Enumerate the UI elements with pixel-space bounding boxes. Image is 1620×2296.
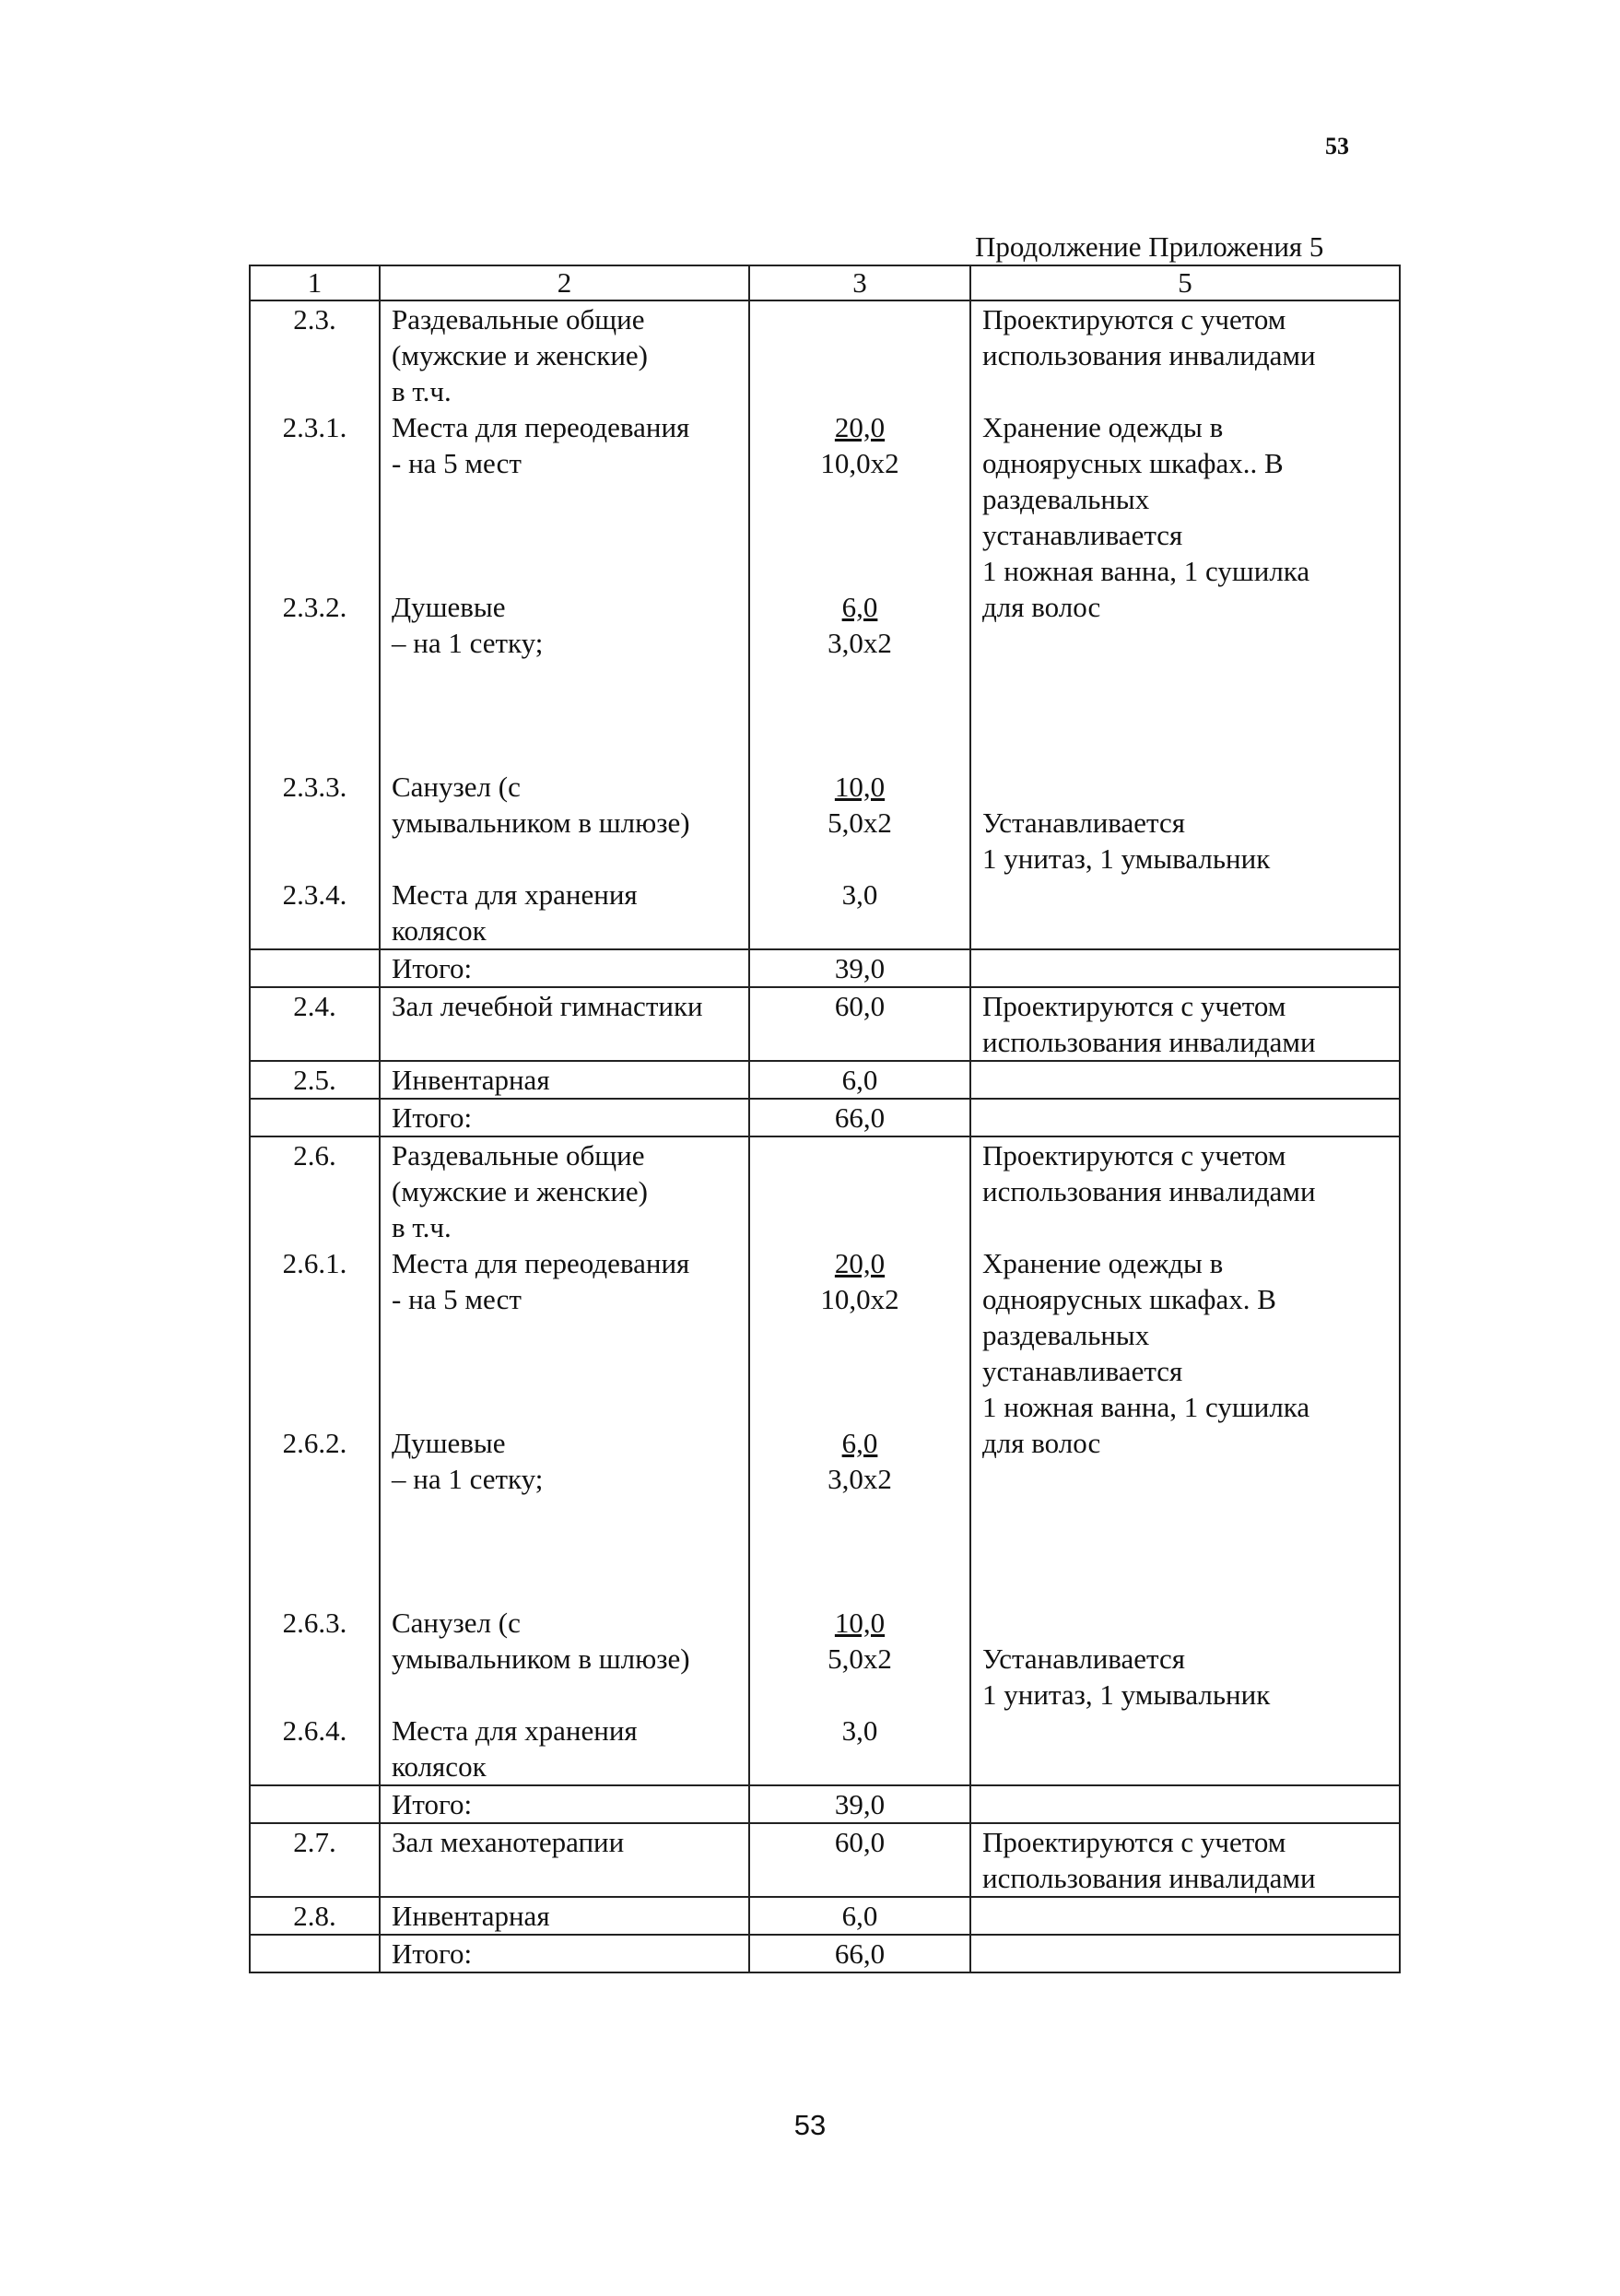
row-number-line: 2.4. — [293, 990, 336, 1022]
header-col-name: 2 — [380, 265, 749, 300]
row-note-cell — [970, 1897, 1400, 1935]
row-number-cell — [250, 987, 380, 1061]
row-number-line: 2.3.2. — [282, 591, 347, 623]
table-row — [250, 1061, 1400, 1099]
row-name-line: (мужские и женские) — [392, 1175, 649, 1207]
row-number-cell — [250, 409, 380, 589]
row-number-cell — [250, 1061, 380, 1099]
row-note-line: Хранение одежды в — [982, 411, 1224, 443]
row-number-cell — [250, 1935, 380, 1972]
row-number-cell — [250, 1713, 380, 1785]
row-name-cell — [380, 1713, 749, 1785]
row-area-line: 5,0x2 — [828, 1643, 892, 1675]
row-number-cell — [250, 589, 380, 769]
row-number-line: 2.6.4. — [282, 1714, 347, 1747]
row-number-line: 2.6. — [293, 1139, 336, 1172]
table-row — [250, 1713, 1400, 1785]
row-note-line — [982, 1605, 1388, 1641]
row-area-cell — [749, 1245, 970, 1425]
row-note-cell — [970, 300, 1400, 409]
table-row — [250, 1785, 1400, 1823]
row-area-cell — [749, 769, 970, 877]
row-note-line: 1 унитаз, 1 умывальник — [982, 842, 1271, 875]
table-row — [250, 769, 1400, 877]
row-number-line — [254, 1100, 375, 1136]
row-area-cell — [749, 877, 970, 949]
row-name-line: Места для хранения — [392, 878, 638, 911]
row-name-line: (мужские и женские) — [392, 339, 649, 371]
row-number-line: 2.5. — [293, 1064, 336, 1096]
row-name-line: колясок — [392, 1750, 487, 1783]
row-area-cell — [749, 1935, 970, 1972]
table-row — [250, 1425, 1400, 1605]
row-note-cell — [970, 1713, 1400, 1785]
row-area-cell — [749, 949, 970, 987]
table-row — [250, 1897, 1400, 1935]
row-area-line: 60,0 — [834, 1826, 886, 1858]
row-area-cell — [749, 1605, 970, 1713]
row-name-cell — [380, 1935, 749, 1972]
row-area-line: 6,0 — [841, 1427, 878, 1459]
row-area-cell — [749, 1785, 970, 1823]
row-note-cell — [970, 1245, 1400, 1425]
row-note-cell — [970, 949, 1400, 987]
header-col-number: 1 — [250, 265, 380, 300]
row-number-line: 2.6.1. — [282, 1247, 347, 1279]
row-name-line: - на 5 мест — [392, 1283, 522, 1315]
row-name-cell — [380, 1245, 749, 1425]
row-number-cell — [250, 1605, 380, 1713]
row-name-line: Санузел (с — [392, 771, 521, 803]
row-area-line: 10,0 — [834, 1607, 886, 1639]
row-number-cell — [250, 300, 380, 409]
table-row — [250, 949, 1400, 987]
header-col-note: 5 — [970, 265, 1400, 300]
row-note-line: Проектируются с учетом — [982, 990, 1286, 1022]
row-name-line: Итого: — [392, 1101, 473, 1134]
row-note-line: использования инвалидами — [982, 1026, 1316, 1058]
row-name-line: умывальником в шлюзе) — [392, 807, 690, 839]
row-area-line: 5,0x2 — [828, 807, 892, 839]
page-number-top: 53 — [1325, 133, 1349, 159]
row-note-line: Устанавливается — [982, 807, 1185, 839]
row-note-cell — [970, 877, 1400, 949]
row-note-cell — [970, 409, 1400, 589]
row-area-cell — [749, 300, 970, 409]
row-name-cell — [380, 409, 749, 589]
row-name-cell — [380, 1136, 749, 1245]
table-row — [250, 1099, 1400, 1136]
row-area-line: 20,0 — [834, 411, 886, 443]
row-name-cell — [380, 1099, 749, 1136]
row-name-cell — [380, 949, 749, 987]
row-area-line: 39,0 — [834, 1788, 886, 1820]
row-number-line — [254, 1936, 375, 1972]
row-note-cell — [970, 1099, 1400, 1136]
row-number-line — [254, 1786, 375, 1822]
row-number-cell — [250, 1823, 380, 1897]
row-area-line: 20,0 — [834, 1247, 886, 1279]
row-note-line: Проектируются с учетом — [982, 1139, 1286, 1172]
row-name-line: Душевые — [392, 1427, 506, 1459]
row-area-line: 6,0 — [841, 1900, 878, 1932]
row-area-cell — [749, 1713, 970, 1785]
row-note-line: для волос — [982, 591, 1101, 623]
row-name-cell — [380, 987, 749, 1061]
row-note-line: 1 унитаз, 1 умывальник — [982, 1678, 1271, 1711]
row-area-line: 3,0x2 — [828, 1463, 892, 1495]
row-area-cell — [749, 1823, 970, 1897]
row-name-line: колясок — [392, 914, 487, 947]
row-number-line: 2.6.2. — [282, 1427, 347, 1459]
row-number-cell — [250, 877, 380, 949]
row-name-line: Итого: — [392, 1937, 473, 1970]
row-name-line: - на 5 мест — [392, 447, 522, 479]
table-row — [250, 987, 1400, 1061]
table-header-row — [250, 265, 1400, 300]
row-area-cell — [749, 987, 970, 1061]
row-area-line: 10,0 — [834, 771, 886, 803]
row-note-cell — [970, 1785, 1400, 1823]
row-area-line: 3,0 — [841, 1714, 878, 1747]
row-note-line: 1 ножная ванна, 1 сушилка — [982, 1391, 1310, 1423]
row-number-cell — [250, 1785, 380, 1823]
row-number-line: 2.3.4. — [282, 878, 347, 911]
row-name-line: в т.ч. — [392, 375, 452, 407]
row-name-line: Инвентарная — [392, 1064, 550, 1096]
row-name-line: Итого: — [392, 1788, 473, 1820]
row-name-line: Душевые — [392, 591, 506, 623]
row-name-line: умывальником в шлюзе) — [392, 1643, 690, 1675]
row-note-line: Хранение одежды в — [982, 1247, 1224, 1279]
row-name-line: Места для хранения — [392, 1714, 638, 1747]
row-note-cell — [970, 1136, 1400, 1245]
row-note-cell — [970, 1061, 1400, 1099]
row-number-cell — [250, 1099, 380, 1136]
row-name-line: Зал механотерапии — [392, 1826, 625, 1858]
row-number-cell — [250, 1245, 380, 1425]
row-number-cell — [250, 949, 380, 987]
row-note-line: 1 ножная ванна, 1 сушилка — [982, 555, 1310, 587]
table-row — [250, 1245, 1400, 1425]
row-number-cell — [250, 1897, 380, 1935]
row-note-line: Проектируются с учетом — [982, 303, 1286, 336]
row-name-cell — [380, 769, 749, 877]
row-number-line: 2.6.3. — [282, 1607, 347, 1639]
row-number-line: 2.7. — [293, 1826, 336, 1858]
row-note-line: раздевальных — [982, 1319, 1150, 1351]
row-number-line: 2.3.1. — [282, 411, 347, 443]
row-note-line: одноярусных шкафах.. В — [982, 447, 1284, 479]
table-row — [250, 589, 1400, 769]
row-name-cell — [380, 1823, 749, 1897]
row-name-line: Раздевальные общие — [392, 303, 645, 336]
table-row — [250, 300, 1400, 409]
table-row — [250, 409, 1400, 589]
row-note-line: устанавливается — [982, 1355, 1183, 1387]
row-note-line: для волос — [982, 1427, 1101, 1459]
header-col-area: 3 — [749, 265, 970, 300]
row-name-cell — [380, 1785, 749, 1823]
table-row — [250, 877, 1400, 949]
row-name-line: в т.ч. — [392, 1211, 452, 1243]
row-name-line: Места для переодевания — [392, 1247, 690, 1279]
row-note-line: использования инвалидами — [982, 339, 1316, 371]
row-area-line: 10,0x2 — [820, 447, 899, 479]
row-note-line: одноярусных шкафах. В — [982, 1283, 1276, 1315]
table-row — [250, 1935, 1400, 1972]
row-area-line: 6,0 — [841, 591, 878, 623]
row-note-cell — [970, 1605, 1400, 1713]
row-note-cell — [970, 1935, 1400, 1972]
row-area-line: 3,0 — [841, 878, 878, 911]
row-name-line: Места для переодевания — [392, 411, 690, 443]
row-note-line: Устанавливается — [982, 1643, 1185, 1675]
row-area-cell — [749, 1136, 970, 1245]
row-area-cell — [749, 1425, 970, 1605]
row-number-line: 2.8. — [293, 1900, 336, 1932]
rooms-table-body — [250, 265, 1400, 1972]
row-name-line: Итого: — [392, 952, 473, 984]
row-area-line: 3,0x2 — [828, 627, 892, 659]
table-row — [250, 1136, 1400, 1245]
row-area-cell — [749, 1897, 970, 1935]
table-row — [250, 1605, 1400, 1713]
row-name-cell — [380, 1425, 749, 1605]
row-number-line: 2.3. — [293, 303, 336, 336]
row-area-cell — [749, 1061, 970, 1099]
row-name-line: Раздевальные общие — [392, 1139, 645, 1172]
table-row — [250, 1823, 1400, 1897]
row-name-cell — [380, 877, 749, 949]
row-number-cell — [250, 769, 380, 877]
row-area-line: 10,0x2 — [820, 1283, 899, 1315]
row-name-cell — [380, 1605, 749, 1713]
rooms-table — [249, 265, 1401, 1973]
row-number-line — [254, 950, 375, 986]
row-note-cell — [970, 1425, 1400, 1605]
page-number-bottom: 53 — [793, 2109, 827, 2141]
row-area-line: 66,0 — [834, 1937, 886, 1970]
row-note-cell — [970, 589, 1400, 769]
row-note-line: использования инвалидами — [982, 1862, 1316, 1894]
row-area-cell — [749, 409, 970, 589]
row-area-line: 66,0 — [834, 1101, 886, 1134]
row-number-cell — [250, 1136, 380, 1245]
row-area-cell — [749, 589, 970, 769]
row-note-line: использования инвалидами — [982, 1175, 1316, 1207]
row-area-line: 6,0 — [841, 1064, 878, 1096]
row-area-cell — [749, 1099, 970, 1136]
row-note-cell — [970, 769, 1400, 877]
row-note-line — [982, 769, 1388, 805]
row-area-line: 60,0 — [834, 990, 886, 1022]
appendix-caption: Продолжение Приложения 5 — [975, 230, 1324, 263]
row-note-cell — [970, 987, 1400, 1061]
row-name-line: Санузел (с — [392, 1607, 521, 1639]
row-note-line: раздевальных — [982, 483, 1150, 515]
row-name-line: Зал лечебной гимнастики — [392, 990, 703, 1022]
row-name-cell — [380, 1061, 749, 1099]
row-name-line: – на 1 сетку; — [392, 627, 544, 659]
row-name-cell — [380, 589, 749, 769]
row-name-line: Инвентарная — [392, 1900, 550, 1932]
row-note-line: устанавливается — [982, 519, 1183, 551]
row-number-cell — [250, 1425, 380, 1605]
row-name-line: – на 1 сетку; — [392, 1463, 544, 1495]
row-note-line: Проектируются с учетом — [982, 1826, 1286, 1858]
row-number-line: 2.3.3. — [282, 771, 347, 803]
row-name-cell — [380, 300, 749, 409]
row-note-cell — [970, 1823, 1400, 1897]
row-area-line: 39,0 — [834, 952, 886, 984]
row-name-cell — [380, 1897, 749, 1935]
